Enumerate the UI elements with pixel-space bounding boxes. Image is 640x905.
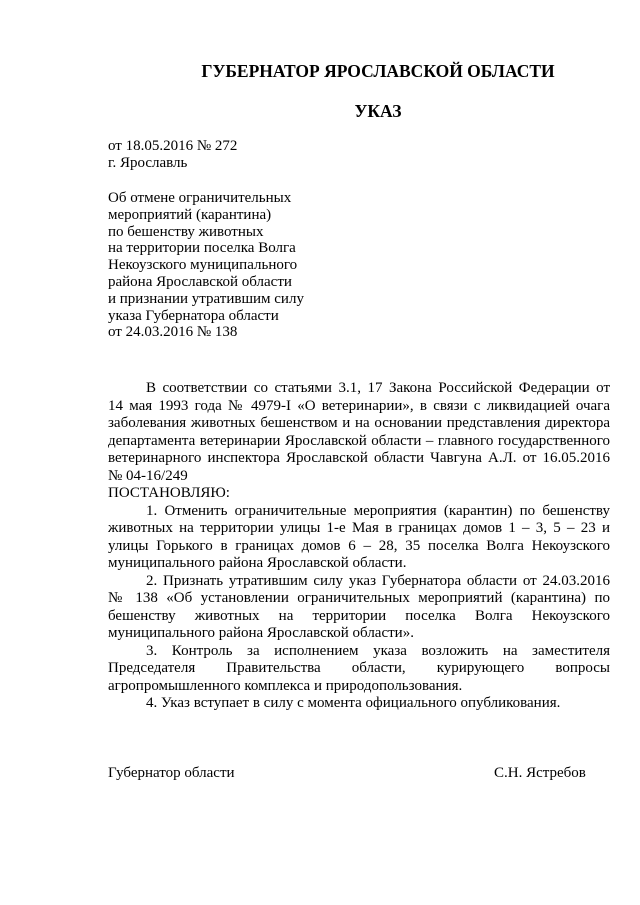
document-city: г. Ярославль: [108, 155, 188, 171]
subject-line: Некоузского муниципального: [108, 257, 298, 274]
subject-line: на территории поселка Волга: [108, 240, 296, 257]
item-2-line: бешенству животных на территории поселка Волга Некоузского: [108, 607, 610, 624]
signatory-name: С.Н. Ястребов: [494, 765, 586, 781]
subject-line: и признании утратившим силу: [108, 290, 304, 307]
document-subject: [108, 190, 304, 341]
document-authority-heading: ГУБЕРНАТОР ЯРОСЛАВСКОЙ ОБЛАСТИ: [201, 61, 555, 81]
subject-line: Об отмене ограничительных: [108, 190, 292, 206]
item-2-line: 2. Признать утратившим силу указ Губернатора области от 24.03.2016: [146, 572, 610, 589]
signatory-position: Губернатор области: [108, 765, 235, 781]
item-1-line: улицы Горького в границах домов 6 – 28, 35 поселка Волга Некоузского: [108, 537, 610, 554]
preamble-line: 14 мая 1993 года № 4979-I «О ветеринарии», в связи с ликвидацией очага: [108, 397, 610, 414]
subject-line: мероприятий (карантина): [108, 206, 272, 223]
item-3-line: Председателя Правительства области, курирующего вопросы: [108, 660, 610, 676]
item-2-line: муниципального района Ярославской области».: [108, 625, 414, 641]
document-type-heading: УКАЗ: [354, 101, 402, 121]
document-body: [108, 380, 610, 713]
item-1-line: животных на территории улицы 1-е Мая в границах домов 1 – 3, 5 – 23 и: [108, 520, 610, 536]
preamble-line: заболевания животных бешенством и на основании представления директора: [108, 415, 610, 431]
subject-line: района Ярославской области: [108, 273, 292, 290]
item-1-line: муниципального района Ярославской области.: [108, 555, 407, 571]
item-3-line: агропромышленного комплекса и природопользования.: [108, 677, 463, 694]
item-1-line: 1. Отменить ограничительные мероприятия (карантин) по бешенству: [146, 502, 610, 519]
document-date-number: от 18.05.2016 № 272: [108, 138, 238, 154]
preamble-line: В соответствии со статьями 3.1, 17 Закона Российской Федерации от: [146, 380, 610, 396]
preamble-line: департамента ветеринарии Ярославской области – главного государственного: [108, 432, 610, 449]
item-4-line: 4. Указ вступает в силу с момента официального опубликования.: [146, 695, 561, 711]
preamble-line: ветеринарного инспектора Ярославской области Чавгуна А.Л. от 16.05.2016: [108, 450, 610, 466]
item-3-line: 3. Контроль за исполнением указа возложить на заместителя: [146, 642, 610, 659]
subject-line: от 24.03.2016 № 138: [108, 324, 238, 341]
subject-line: указа Губернатора области: [108, 307, 279, 324]
decree-word: ПОСТАНОВЛЯЮ:: [108, 485, 230, 501]
item-2-line: № 138 «Об установлении ограничительных мероприятий (карантина) по: [108, 590, 610, 606]
preamble-line: № 04-16/249: [108, 467, 188, 484]
subject-line: по бешенству животных: [108, 223, 264, 240]
